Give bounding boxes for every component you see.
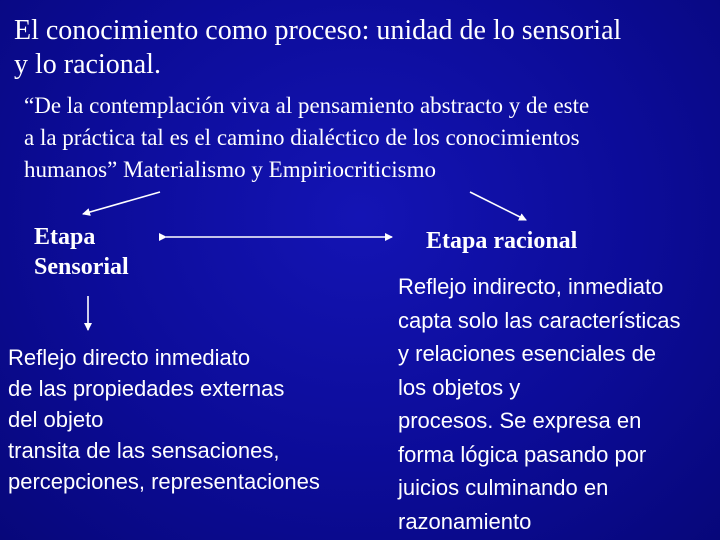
quote-line: humanos” Materialismo y Empiriocriticismo [24, 157, 437, 182]
description-line: transita de las sensaciones, [8, 438, 280, 463]
heading-line: Etapa [34, 224, 96, 250]
description-line: del objeto [8, 407, 104, 432]
description-line: procesos. Se expresa en [398, 408, 642, 433]
description-line: capta solo las características [398, 307, 681, 333]
description-line: razonamiento [398, 508, 532, 534]
description-line: y relaciones esenciales de [398, 341, 657, 366]
arrow-to-sensorial [83, 192, 160, 214]
description-line: de las propiedades externas [8, 376, 285, 401]
description-line: forma lógica pasando por [398, 441, 647, 467]
racional-description [398, 270, 718, 538]
title-line: y lo racional. [14, 49, 161, 80]
description-line: juicios culminando en [398, 475, 609, 500]
description-line: percepciones, representaciones [8, 469, 320, 494]
description-line: los objetos y [398, 374, 521, 400]
description-line: Reflejo indirecto, inmediato [398, 274, 664, 299]
sensorial-description [8, 342, 368, 497]
heading-etapa-sensorial [34, 222, 174, 282]
title-line: El conocimiento como proceso: unidad de lo sensorial [14, 15, 622, 46]
arrow-to-racional [470, 192, 526, 220]
quote-line: a la práctica tal es el camino dialéctico de los conocimientos [24, 125, 580, 150]
description-line: Reflejo directo inmediato [8, 345, 251, 370]
quote-line: “De la contemplación viva al pensamiento abstracto y de este [24, 93, 590, 118]
heading-line: Sensorial [34, 254, 129, 280]
heading-etapa-racional: Etapa racional [426, 228, 578, 254]
